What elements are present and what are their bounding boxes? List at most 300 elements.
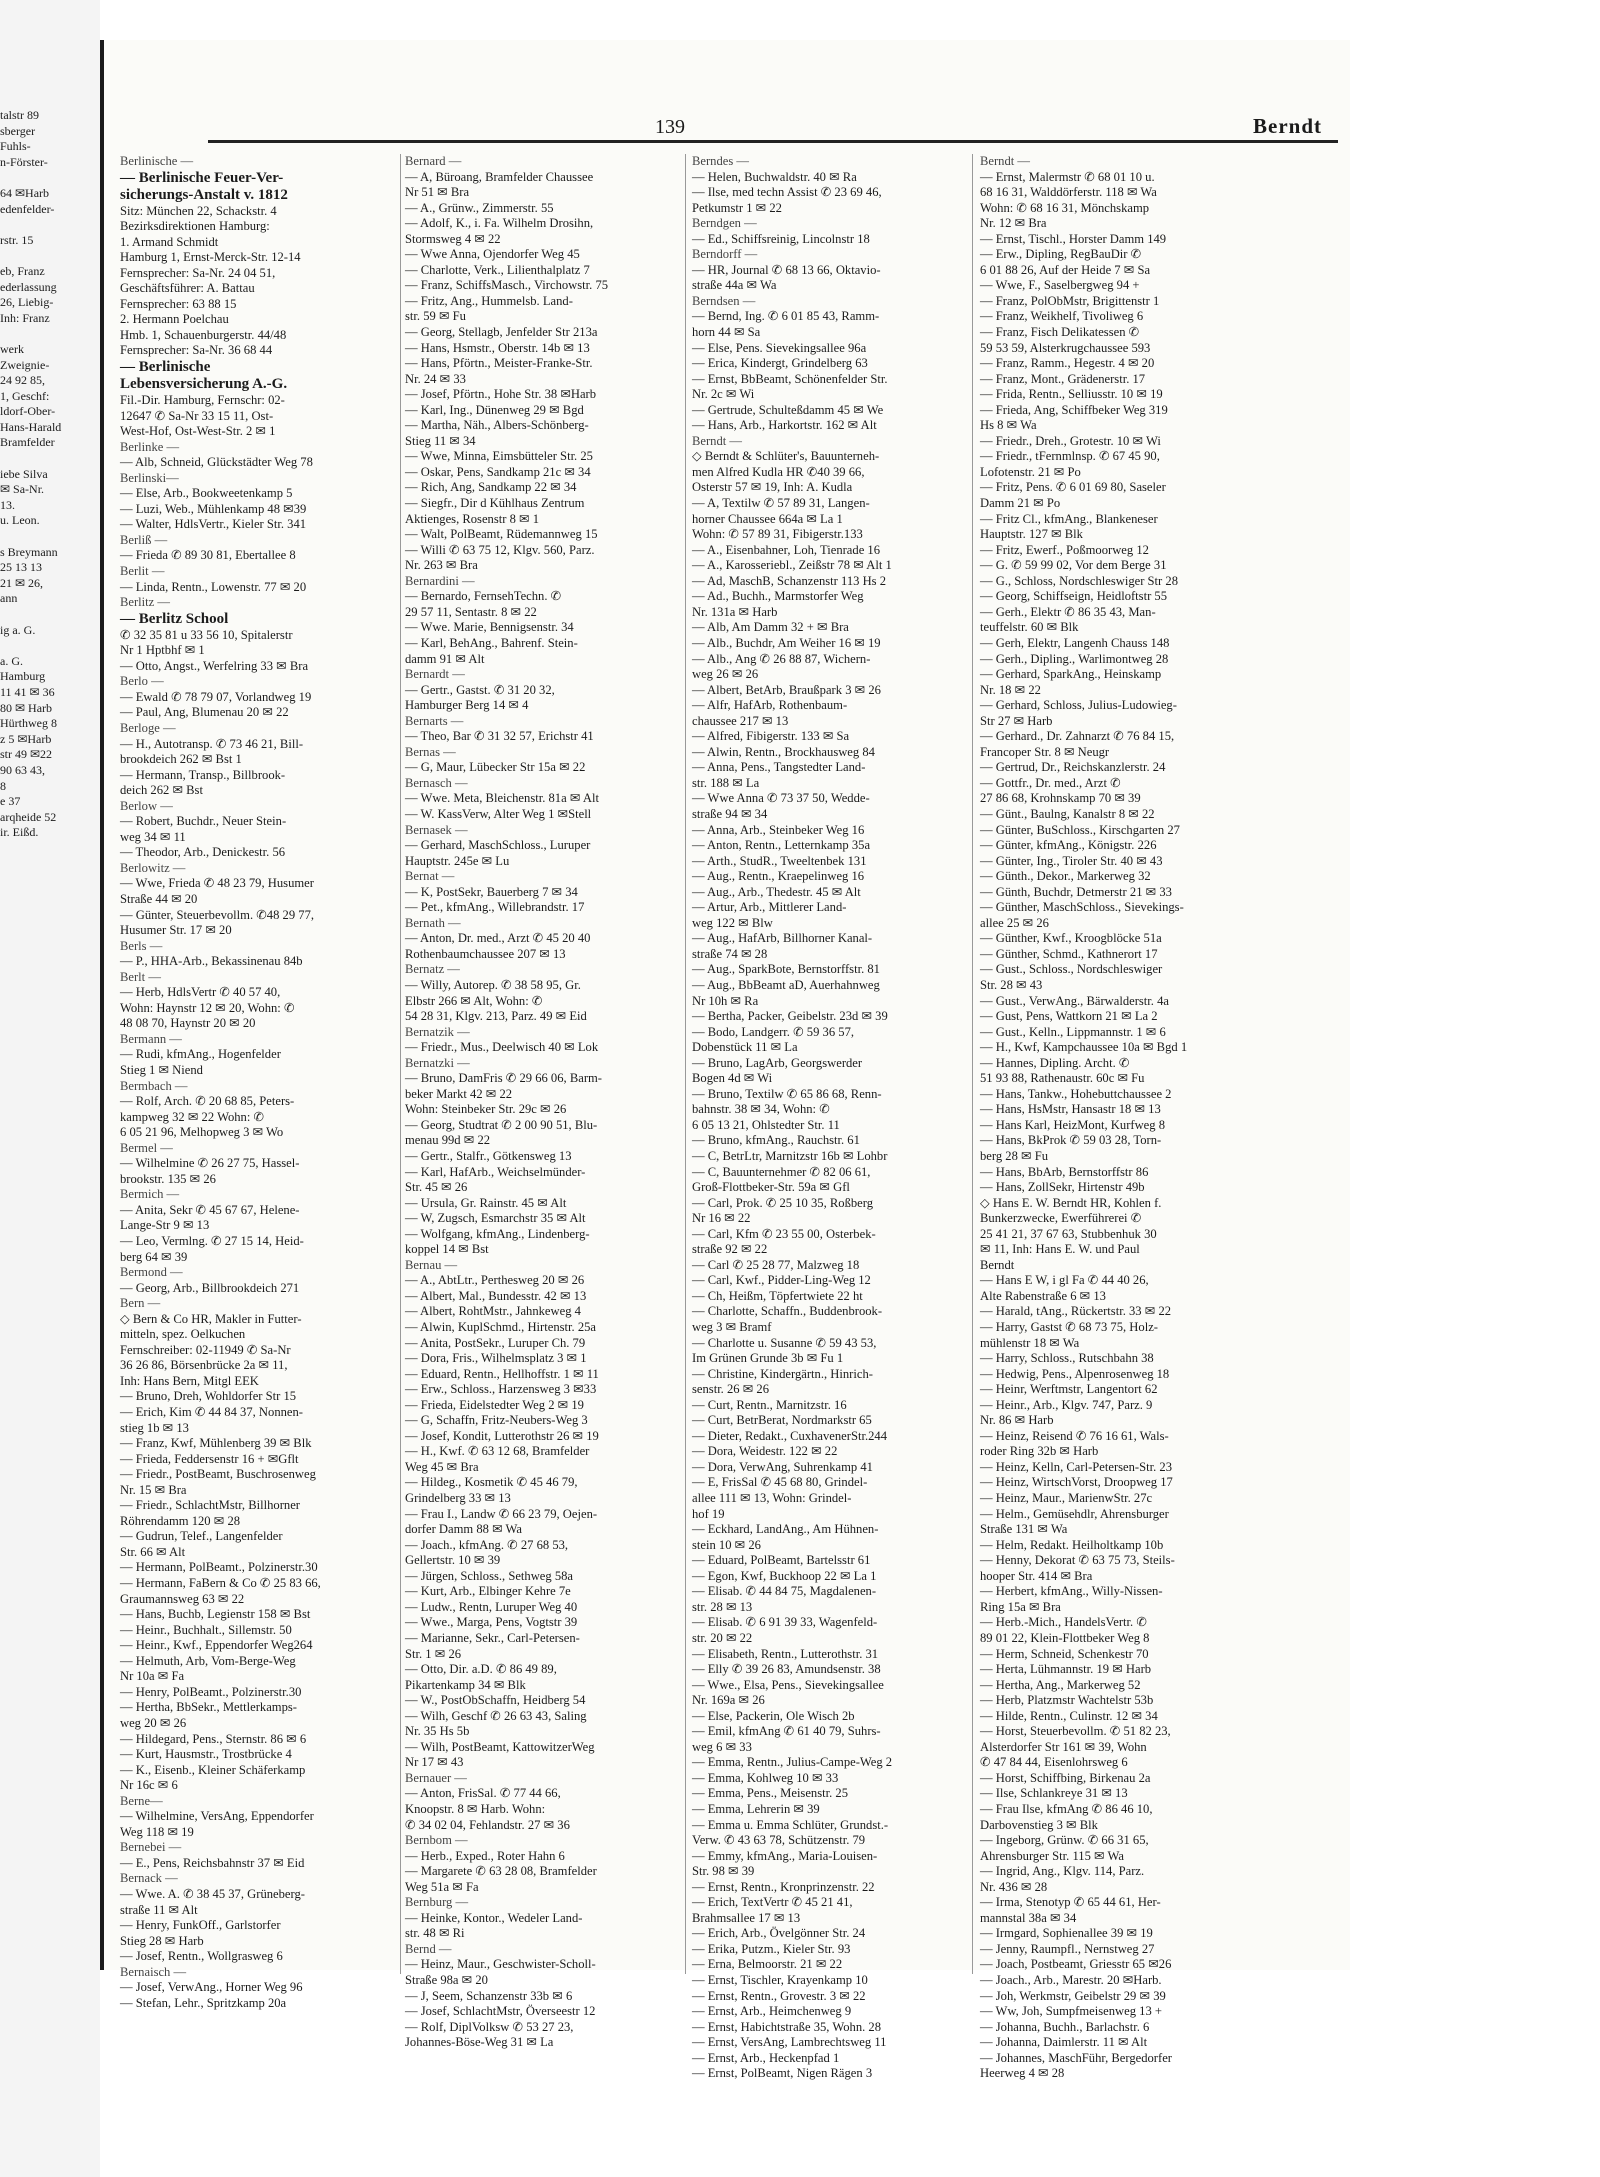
directory-entry-line: — Irma, Stenotyp ✆ 65 44 61, Her- [980,1895,1161,1910]
adjacent-page-line: 13. [0,497,15,512]
directory-entry-line: — Emma, Kohlweg 10 ✉ 33 [692,1770,839,1785]
column-1 [120,154,392,2011]
directory-entry-line: — Henry, PolBeamt., Polzinerstr.30 [120,1684,302,1699]
directory-entry-line: — Helm., Gemüsehdlr, Ahrensburger [980,1506,1169,1521]
directory-entry-line: — Frau I., Landw ✆ 66 23 79, Oejen- [405,1506,598,1521]
column-4 [980,154,1252,2082]
directory-entry-line: Fernsprecher: Sa-Nr. 24 04 51, [120,265,276,280]
directory-entry-line: — Hans, Hsmstr., Oberstr. 14b ✉ 13 [405,340,590,355]
directory-entry-line: — Herb, HdlsVertr ✆ 40 57 40, [120,985,281,1000]
adjacent-page-line: s Breymann [0,544,58,559]
directory-entry-line: — Frida, Rentn., Selliusstr. 10 ✉ 19 [980,387,1163,402]
directory-entry-line: — Ilse, med techn Assist ✆ 23 69 46, [692,185,882,200]
directory-entry-line: 12647 ✆ Sa-Nr 33 15 11, Ost- [120,408,274,423]
directory-entry-line: — Anton, Rentn., Letternkamp 35a [692,838,871,853]
directory-entry-line: — Herm, Schneid, Schenkestr 70 [980,1646,1149,1661]
directory-entry-line: — Günther, MaschSchloss., Sievekings- [980,900,1184,915]
directory-entry-line: — Adolf, K., i. Fa. Wilhelm Drosihn, [405,216,594,231]
directory-entry-line: — Ernst, BbBeamt, Schönenfelder Str. [692,371,888,386]
adjacent-page-line [0,451,98,467]
adjacent-page-line: 24 92 85, [0,373,45,388]
page-header [100,112,1350,142]
column-3 [692,154,964,2082]
directory-entry-line: — Hilde, Rentn., Culinstr. 12 ✉ 34 [980,1708,1158,1723]
directory-entry-line: 27 86 68, Krohnskamp 70 ✉ 39 [980,791,1141,806]
directory-entry-line: — Ewald ✆ 78 79 07, Vorlandweg 19 [120,689,312,704]
directory-entry-line: deich 262 ✉ Bst [120,783,203,798]
directory-entry-line: 68 16 31, Walddörferstr. 118 ✉ Wa [980,185,1157,200]
directory-entry-line: — Linda, Rentn., Lowenstr. 77 ✉ 20 [120,579,307,594]
directory-entry-line: — Günter, Ing., Tiroler Str. 40 ✉ 43 [980,853,1163,868]
adjacent-page-line: rstr. 15 [0,232,34,247]
directory-entry-line: — Erna, Belmoorstr. 21 ✉ 22 [692,1957,843,1972]
directory-entry-line: — Heinz, WirtschVorst, Droopweg 17 [980,1475,1173,1490]
directory-entry-line: 1. Armand Schmidt [120,234,219,249]
directory-entry-line: Bernauer — [405,1770,467,1785]
directory-entry-line: — Else, Arb., Bookweetenkamp 5 [120,486,293,501]
directory-entry-line: — Anita, Sekr ✆ 45 67 67, Helene- [120,1202,300,1217]
adjacent-page-line: werk [0,341,24,356]
directory-entry-line: — Herta, Lühmannstr. 19 ✉ Harb [980,1662,1152,1677]
directory-entry-line: Dobenstück 11 ✉ La [692,1040,798,1055]
directory-entry-line: — G. ✆ 59 99 02, Vor dem Berge 31 [980,558,1167,573]
directory-entry-line: Hs 8 ✉ Wa [980,418,1037,433]
directory-entry-line: — Georg, Schiffseign, Heidloftstr 55 [980,589,1168,604]
directory-entry-line: — Alwin, Rentn., Brockhausweg 84 [692,744,875,759]
directory-entry-line: — Franz, Ramm., Hegestr. 4 ✉ 20 [980,356,1155,371]
adjacent-page-line [0,638,98,654]
directory-entry-line: Nr 10h ✉ Ra [692,993,759,1008]
adjacent-page-line: Zweignie- [0,357,50,372]
adjacent-page-line: 8 [0,778,6,793]
directory-entry-line: — Gudrun, Telef., Langenfelder [120,1529,283,1544]
directory-entry-line: Nr 51 ✉ Bra [405,185,470,200]
directory-entry-line: — Hertha, BbSekr., Mettlerkamps- [120,1700,297,1715]
directory-entry-line: — Erich, Arb., Övelgönner Str. 24 [692,1926,866,1941]
column-divider [400,154,401,1974]
directory-entry-line: — Franz, SchiffsMasch., Virchowstr. 75 [405,278,609,293]
directory-entry-line: — A., AbtLtr., Perthesweg 20 ✉ 26 [405,1273,585,1288]
directory-entry-line: — Walt, PolBeamt, Rüdemannweg 15 [405,527,598,542]
directory-entry-line: — Wilh, PostBeamt, KattowitzerWeg [405,1739,595,1754]
directory-entry-line: Gellertstr. 10 ✉ 39 [405,1553,501,1568]
directory-entry-line: — Joh, Werkmstr, Geibelstr 29 ✉ 39 [980,1988,1166,2003]
adjacent-page-line: 26, Liebig- [0,295,54,310]
directory-entry-line: — Aug., Arb., Thedestr. 45 ✉ Alt [692,884,861,899]
directory-entry-line: — Ernst, Rentn., Kronprinzenstr. 22 [692,1879,875,1894]
directory-entry-line: Bermann — [120,1031,182,1046]
directory-entry-line: — Ingeborg, Grünw. ✆ 66 31 65, [980,1833,1149,1848]
directory-entry-line: Straße 44 ✉ 20 [120,891,198,906]
directory-entry-line: — E, FrisSal ✆ 45 68 80, Grindel- [692,1475,868,1490]
directory-entry-line: — Bernardo, FernsehTechn. ✆ [405,589,562,604]
directory-entry-line: — Hans, BbArb, Bernstorffstr 86 [980,1164,1149,1179]
directory-entry-line: — Alb, Am Damm 32 + ✉ Bra [692,620,849,635]
directory-entry-line: Bernardini — [405,573,475,588]
directory-entry-line: — A, Büroang, Bramfelder Chaussee [405,169,594,184]
directory-entry-line: hooper Str. 414 ✉ Bra [980,1568,1093,1583]
directory-entry-line: Alte Rabenstraße 6 ✉ 13 [980,1288,1106,1303]
adjacent-page-line: Inh: Franz [0,310,50,325]
directory-entry-line: — Curt, Rentn., Marnitzstr. 16 [692,1397,847,1412]
directory-entry-line: Rothenbaumchaussee 207 ✉ 13 [405,946,566,961]
directory-entry-line: Bernardt — [405,667,465,682]
directory-entry-line: bahnstr. 38 ✉ 34, Wohn: ✆ [692,1102,830,1117]
directory-entry-line: straße 92 ✉ 22 [692,1242,768,1257]
directory-entry-line: — Herbert, kfmAng., Willy-Nissen- [980,1584,1163,1599]
directory-entry-line: — Gerhard., Dr. Zahnarzt ✆ 76 84 15, [980,729,1175,744]
directory-entry-line: — Hans Karl, HeizMont, Kurfweg 8 [980,1117,1166,1132]
directory-entry-line: Aktienges, Rosenstr 8 ✉ 1 [405,511,540,526]
adjacent-page-line: ig a. G. [0,622,36,637]
adjacent-page-line: 25 13 13 [0,560,42,575]
directory-entry-line: — Harry, Schloss., Rutschbahn 38 [980,1351,1154,1366]
directory-entry-line: — Franz, Fisch Delikatessen ✆ [980,325,1140,340]
adjacent-page-line: edenfelder- [0,201,55,216]
directory-entry-line: dorfer Damm 88 ✉ Wa [405,1522,523,1537]
directory-entry-line: — Marianne, Sekr., Carl-Petersen- [405,1630,580,1645]
directory-entry-line: Weg 51a ✉ Fa [405,1879,479,1894]
directory-entry-line: — Charlotte u. Susanne ✆ 59 43 53, [692,1335,877,1350]
directory-entry-line: — Gust., Schloss., Nordschleswiger [980,962,1163,977]
adjacent-page-line: Bramfelder [0,435,55,450]
directory-entry-line: — K., Eisenb., Kleiner Schäferkamp [120,1762,306,1777]
directory-entry-line: Weg 45 ✉ Bra [405,1459,479,1474]
directory-entry-line: — Ernst, Arb., Heimchenweg 9 [692,2004,852,2019]
directory-entry-line: weg 3 ✉ Bramf [692,1320,772,1335]
directory-entry-line: Berlowitz — [120,860,186,875]
directory-entry-line: — Heinz, Maur., Geschwister-Scholl- [405,1957,596,1972]
directory-entry-line: Stormsweg 4 ✉ 22 [405,231,501,246]
directory-entry-line: — Wwe Anna, Ojendorfer Weg 45 [405,247,580,262]
directory-entry-line: menau 99d ✉ 22 [405,1133,491,1148]
directory-entry-line: — A, Textilw ✆ 57 89 31, Langen- [692,496,870,511]
directory-entry-line: Husumer Str. 17 ✉ 20 [120,923,232,938]
directory-entry-line: Nr. 35 Hs 5b [405,1724,470,1739]
directory-entry-line: stieg 1b ✉ 13 [120,1420,189,1435]
adjacent-page-line [0,529,98,545]
directory-entry-line: — Henny, Dekorat ✆ 63 75 73, Steils- [980,1553,1175,1568]
directory-entry-line: — Bodo, Landgerr. ✆ 59 36 57, [692,1024,855,1039]
directory-entry-line: — Arth., StudR., Tweeltenbek 131 [692,853,867,868]
directory-entry-line: Bernburg — [405,1895,469,1910]
directory-entry-line: 2. Hermann Poelchau [120,312,229,327]
directory-entry-line: Wohn: Haynstr 12 ✉ 20, Wohn: ✆ [120,1000,295,1015]
directory-entry-line: — Franz, PolObMstr, Brigittenstr 1 [980,293,1160,308]
directory-entry-line: — Kurt, Hausmstr., Trostbrücke 4 [120,1747,292,1762]
adjacent-page-line: 90 63 43, [0,762,45,777]
directory-entry-line: Wohn: ✆ 57 89 31, Fibigerstr.133 [692,527,863,542]
directory-entry-line: — Ingrid, Ang., Klgv. 114, Parz. [980,1864,1145,1879]
directory-entry-line: — Hildegard, Pens., Sternstr. 86 ✉ 6 [120,1731,307,1746]
directory-entry-line: — Wwe., Marga, Pens, Vogtstr 39 [405,1615,578,1630]
directory-entry-line: — Aug., BbBeamt aD, Auerhahnweg [692,977,880,992]
directory-entry-line: — Gertr., Gastst. ✆ 31 20 32, [405,682,555,697]
directory-entry-line: — Wwe., Elsa, Pens., Sievekingsallee [692,1677,884,1692]
directory-entry-line: — Erich, Kim ✆ 44 84 37, Nonnen- [120,1405,303,1420]
directory-entry-line: — Henry, FunkOff., Garlstorfer [120,1918,281,1933]
directory-entry-line: — K, PostSekr, Bauerberg 7 ✉ 34 [405,884,578,899]
directory-entry-line: Darbovenstieg 3 ✉ Blk [980,1817,1098,1832]
directory-entry-line: Nr. 15 ✉ Bra [120,1482,187,1497]
directory-entry-line: — Willi ✆ 63 75 12, Klgv. 560, Parz. [405,542,595,557]
directory-entry-line: — Hertha, Ang., Markerweg 52 [980,1677,1141,1692]
directory-entry-line: — Erika, Putzm., Kieler Str. 93 [692,1941,851,1956]
directory-entry-line: straße 44a ✉ Wa [692,278,777,293]
directory-entry-line: Bernas — [405,744,456,759]
directory-entry-line: — Günter, Steuerbevollm. ✆48 29 77, [120,907,315,922]
directory-entry-line: Johannes-Böse-Weg 31 ✉ La [405,2035,554,2050]
directory-entry-line: weg 26 ✉ 26 [692,667,759,682]
directory-entry-line: — Otto, Dir. a.D. ✆ 86 49 89, [405,1662,557,1677]
directory-entry-line: — Anton, FrisSal. ✆ 77 44 66, [405,1786,561,1801]
directory-entry-line: — Martha, Näh., Albers-Schönberg- [405,418,589,433]
directory-entry-line: mühlenstr 18 ✉ Wa [980,1335,1080,1350]
directory-entry-line: straße 11 ✉ Alt [120,1902,198,1917]
directory-entry-line: — Günter, BuSchloss., Kirschgarten 27 [980,822,1180,837]
directory-entry-line: — W. KassVerw, Alter Weg 1 ✉Stell [405,806,592,821]
adjacent-page-line: 80 ✉ Harb [0,700,53,715]
directory-entry-line: — Karl, HafArb., Weichselmünder- [405,1164,586,1179]
directory-entry-line: 36 26 86, Börsenbrücke 2a ✉ 11, [120,1358,288,1373]
directory-entry-line: sicherungs-Anstalt v. 1812 [120,186,288,203]
directory-entry-line: — Alfred, Fibigerstr. 133 ✉ Sa [692,729,850,744]
directory-entry-line: — Fritz, Pens. ✆ 6 01 69 80, Saseler [980,480,1166,495]
adjacent-page-line: 11 41 ✉ 36 [0,684,55,699]
directory-entry-line: mannstal 38a ✉ 34 [980,1910,1077,1925]
adjacent-page-line [0,217,98,233]
directory-entry-line: — Rudi, kfmAng., Hogenfelder [120,1047,281,1062]
directory-entry-line: — Josef, VerwAng., Horner Weg 96 [120,1980,303,1995]
directory-entry-line: — Jürgen, Schloss., Sethweg 58a [405,1568,574,1583]
directory-entry-line: ◇ Berndt & Schlüter's, Bauunterneh- [692,449,880,464]
directory-entry-line: Nr 16 ✉ 22 [692,1211,751,1226]
directory-entry-line: West-Hof, Ost-West-Str. 2 ✉ 1 [120,424,276,439]
directory-entry-line: — Josef, Pförtn., Hohe Str. 38 ✉Harb [405,387,597,402]
directory-entry-line: — Horst, Schiffbing, Birkenau 2a [980,1770,1151,1785]
adjacent-page-line: str 49 ✉22 [0,747,53,762]
directory-entry-line: — Rolf, DiplVolksw ✆ 53 27 23, [405,2019,574,2034]
directory-entry-line: Elbstr 266 ✉ Alt, Wohn: ✆ [405,993,543,1008]
directory-entry-line: Nr. 12 ✉ Bra [980,216,1047,231]
directory-entry-line: — Hans, Buchb, Legienstr 158 ✉ Bst [120,1607,311,1622]
adjacent-page-line: z 5 ✉Harb [0,731,52,746]
directory-entry-line: Weg 118 ✉ 19 [120,1824,194,1839]
directory-entry-line: Röhrendamm 120 ✉ 28 [120,1513,241,1528]
directory-entry-line: berg 28 ✉ Fu [980,1149,1049,1163]
directory-entry-line: — Dora, VerwAng, Suhrenkamp 41 [692,1459,873,1474]
directory-entry-line: Bunkerzwecke, Ewerführerei ✆ [980,1211,1142,1226]
directory-entry-line: — Irmgard, Sophienallee 39 ✉ 19 [980,1926,1153,1941]
directory-entry-line: — Alb., Buchdr, Am Weiher 16 ✉ 19 [692,635,881,650]
directory-entry-line: stein 10 ✉ 26 [692,1537,761,1552]
directory-entry-line: — Johanna, Daimlerstr. 11 ✉ Alt [980,2035,1148,2050]
directory-entry-line: — Theodor, Arb., Denickestr. 56 [120,845,286,860]
directory-entry-line: — Erica, Kindergt, Grindelberg 63 [692,356,868,371]
directory-entry-line: — Alb, Schneid, Glückstädter Weg 78 [120,455,313,470]
directory-entry-line: — Alfr, HafArb, Rothenbaum- [692,698,848,713]
directory-entry-line: — Helm, Redakt. Heilholtkamp 10b [980,1537,1164,1552]
directory-entry-line: — Rolf, Arch. ✆ 20 68 85, Peters- [120,1094,295,1109]
directory-entry-line: Graumannsweg 63 ✉ 22 [120,1591,245,1606]
directory-entry-line: Lebensversicherung A.-G. [120,376,288,393]
directory-entry-line: Lange-Str 9 ✉ 13 [120,1218,210,1233]
directory-entry-line: — Wwe, F., Saselbergweg 94 + [980,278,1140,293]
directory-entry-line: Knoopstr. 8 ✉ Harb. Wohn: [405,1801,546,1816]
directory-entry-line: — Fritz Cl., kfmAng., Blankeneser [980,511,1158,526]
directory-entry-line: — G, Maur, Lübecker Str 15a ✉ 22 [405,760,586,775]
directory-entry-line: — Kurt, Arb., Elbinger Kehre 7e [405,1584,571,1599]
directory-entry-line: Ring 15a ✉ Bra [980,1599,1061,1614]
directory-entry-line: Hauptstr. 127 ✉ Blk [980,527,1083,542]
directory-entry-line: — Elisab. ✆ 44 84 75, Magdalenen- [692,1584,877,1599]
directory-entry-line: Berne— [120,1793,163,1808]
adjacent-page-line: Hürthweg 8 [0,716,57,731]
adjacent-page-line: 64 ✉Harb [0,185,50,200]
directory-entry-line: ✆ 32 35 81 u 33 56 10, Spitalerstr [120,627,293,642]
directory-entry-line: — Elisab. ✆ 6 91 39 33, Wagenfeld- [692,1615,878,1630]
directory-entry-line: Berlow — [120,798,173,813]
adjacent-page-line: arqheide 52 [0,809,57,824]
directory-entry-line: Petkumstr 1 ✉ 22 [692,200,782,215]
directory-entry-line: — Bernd, Ing. ✆ 6 01 85 43, Ramm- [692,309,880,324]
directory-entry-line: — Harry, Gastst ✆ 68 73 75, Holz- [980,1320,1158,1335]
directory-entry-line: Bernatz — [405,962,460,977]
directory-entry-line: — Luzi, Web., Mühlenkamp 48 ✉39 [120,501,307,516]
directory-entry-line: — Josef, Rentn., Wollgrasweg 6 [120,1949,283,1964]
directory-entry-line: Damm 21 ✉ Po [980,496,1061,511]
directory-entry-line: 48 08 70, Haynstr 20 ✉ 20 [120,1016,256,1031]
directory-entry-line: Berndorff — [692,247,758,262]
directory-entry-line: — Ww, Joh, Sumpfmeisenweg 13 + [980,2004,1163,2019]
directory-entry-line: mitteln, spez. Oelkuchen [120,1327,246,1342]
directory-entry-line: — Ad, MaschB, Schanzenstr 113 Hs 2 [692,573,887,588]
directory-entry-line: Nr 1 Hptbhf ✉ 1 [120,643,205,658]
directory-entry-line: — Ernst, Malermstr ✆ 68 01 10 u. [980,169,1155,184]
directory-entry-line: — Else, Packerin, Ole Wisch 2b [692,1708,855,1723]
directory-entry-line: ◇ Hans E. W. Berndt HR, Kohlen f. [980,1195,1162,1210]
directory-entry-line: — Gertrud, Dr., Reichskanzlerstr. 24 [980,760,1166,775]
directory-entry-line: — Erw., Dipling, RegBauDir ✆ [980,247,1142,262]
directory-entry-line: 89 01 22, Klein-Flottbeker Weg 8 [980,1630,1150,1645]
directory-entry-line: Nr. 263 ✉ Bra [405,558,478,573]
directory-entry-line: — Siegfr., Dir d Kühlhaus Zentrum [405,496,585,511]
directory-entry-line: — Ernst, PolBeamt, Nigen Rägen 3 [692,2066,873,2081]
directory-entry-line: — P., HHA-Arb., Bekassinenau 84b [120,954,303,969]
directory-entry-line: horner Chaussee 664a ✉ La 1 [692,511,843,526]
directory-entry-line: — Eckhard, LandAng., Am Hühnen- [692,1522,879,1537]
directory-entry-line: — Friedr., SchlachtMstr, Billhorner [120,1498,300,1513]
directory-entry-line: — HR, Journal ✆ 68 13 66, Oktavio- [692,262,881,277]
directory-entry-line: 51 93 88, Rathenaustr. 60c ✉ Fu [980,1071,1145,1086]
directory-entry-line: — Friedr., PostBeamt, Buschrosenweg [120,1467,316,1482]
directory-entry-line: Berndt — [692,433,743,448]
directory-entry-line: — Ernst, Rentn., Grovestr. 3 ✉ 22 [692,1988,866,2003]
directory-entry-line: Stieg 11 ✉ 34 [405,433,476,448]
directory-entry-line: — Emil, kfmAng ✆ 61 40 79, Suhrs- [692,1724,881,1739]
directory-entry-line: Berliß — [120,532,168,547]
directory-entry-line: — Wwe. Meta, Bleichenstr. 81a ✉ Alt [405,791,599,806]
directory-entry-line: weg 34 ✉ 11 [120,829,186,844]
directory-entry-line: — Carl, Kfm ✆ 23 55 00, Osterbek- [692,1226,876,1241]
directory-entry-line: — Albert, BetArb, Braußpark 3 ✉ 26 [692,682,881,697]
directory-entry-line: — E., Pens, Reichsbahnstr 37 ✉ Eid [120,1855,305,1870]
directory-entry-line: — Elly ✆ 39 26 83, Amundsenstr. 38 [692,1662,881,1677]
directory-entry-line: Bernarts — [405,713,464,728]
directory-entry-line: 6 05 13 21, Ohlstedter Str. 11 [692,1117,840,1132]
directory-entry-line: — Heinz, Maur., MarienwStr. 27c [980,1491,1153,1506]
directory-entry-line: Wohn: ✆ 68 16 31, Mönchskamp [980,200,1150,215]
page-edge [100,40,104,1970]
adjacent-page-line: a. G. [0,653,23,668]
directory-entry-line: Str. 1 ✉ 26 [405,1646,462,1661]
directory-entry-line: — Robert, Buchdr., Neuer Stein- [120,814,287,829]
directory-entry-line: — Wolfgang, kfmAng., Lindenberg- [405,1226,590,1241]
directory-entry-line: koppel 14 ✉ Bst [405,1242,489,1257]
directory-entry-line: — Gerh., Dipling., Warlimontweg 28 [980,651,1169,666]
directory-entry-line: Bernasek — [405,822,468,837]
directory-entry-line: — Wilhelmine, VersAng, Eppendorfer [120,1809,314,1824]
directory-entry-line: Bernbom — [405,1833,468,1848]
directory-entry-line: Bernau — [405,1257,458,1272]
directory-entry-line: — Bruno, Textilw ✆ 65 86 68, Renn- [692,1086,882,1101]
directory-entry-line: — Ch, Heißm, Töpfertwiete 22 ht [692,1288,863,1303]
directory-entry-line: chaussee 217 ✉ 13 [692,713,789,728]
directory-entry-line: — Wilh, Geschf ✆ 26 63 43, Saling [405,1708,587,1723]
directory-entry-line: Berndgen — [692,216,757,231]
directory-entry-line: Berndt — [980,154,1031,168]
directory-entry-line: Verw. ✆ 43 63 78, Schützenstr. 79 [692,1833,866,1848]
directory-entry-line: ✆ 34 02 04, Fehlandstr. 27 ✉ 36 [405,1817,570,1832]
directory-entry-line: str. 188 ✉ La [692,775,760,790]
directory-entry-line: — Fritz, Ewerf., Poßmoorweg 12 [980,542,1149,557]
directory-entry-line: Str. 66 ✉ Alt [120,1544,186,1559]
directory-entry-line: str. 20 ✉ 22 [692,1630,753,1645]
directory-entry-line: — Artur, Arb., Mittlerer Land- [692,900,847,915]
directory-entry-line: — Christine, Kindergärtn., Hinrich- [692,1366,873,1381]
directory-entry-line: — Heinz, Reisend ✆ 76 16 61, Wals- [980,1428,1169,1443]
directory-entry-line: — Wwe. A. ✆ 38 45 37, Grüneberg- [120,1886,305,1901]
adjacent-page-line: n-Förster- [0,154,48,169]
directory-entry-line: — Ludw., Rentn, Luruper Weg 40 [405,1599,578,1614]
directory-entry-line: Brahmsallee 17 ✉ 13 [692,1910,801,1925]
directory-entry-line: — Berlinische [120,359,211,376]
directory-entry-line: — Berlinische Feuer-Ver- [120,169,284,186]
adjacent-page-line: Hans-Harald [0,419,62,434]
directory-entry-line: Fernsprecher: 63 88 15 [120,296,237,311]
directory-entry-line: beker Markt 42 ✉ 22 [405,1086,513,1101]
directory-entry-line: weg 20 ✉ 26 [120,1715,187,1730]
directory-entry-line: Nr. 18 ✉ 22 [980,682,1041,697]
adjacent-page-line: 1, Geschf: [0,388,50,403]
directory-entry-line: — Ernst, Tischl., Horster Damm 149 [980,231,1167,246]
directory-entry-line: — Gerhard, Schloss, Julius-Ludowieg- [980,698,1177,713]
directory-entry-line: Stieg 28 ✉ Harb [120,1933,204,1948]
directory-entry-line: — Frieda ✆ 89 30 81, Ebertallee 8 [120,548,296,563]
directory-entry-line: Fil.-Dir. Hamburg, Fernschr: 02- [120,393,285,408]
directory-entry-line: Bernaisch — [120,1964,187,1979]
directory-entry-line: Bermel — [120,1140,173,1155]
directory-entry-line: Straße 131 ✉ Wa [980,1522,1068,1537]
directory-entry-line: — Hedwig, Pens., Alpenrosenweg 18 [980,1366,1170,1381]
directory-entry-line: Straße 98a ✉ 20 [405,1972,488,1987]
directory-entry-line: — Aug., SparkBote, Bernstorffstr. 81 [692,962,880,977]
directory-entry-line: Berlinische — [120,154,194,168]
directory-entry-line: Berlinski— [120,470,179,485]
directory-entry-line: — Hans, Pförtn., Meister-Franke-Str. [405,356,593,371]
directory-entry-line: Bernatzik — [405,1024,470,1039]
directory-entry-line: — Ernst, VersAng, Lambrechtsweg 11 [692,2035,887,2050]
